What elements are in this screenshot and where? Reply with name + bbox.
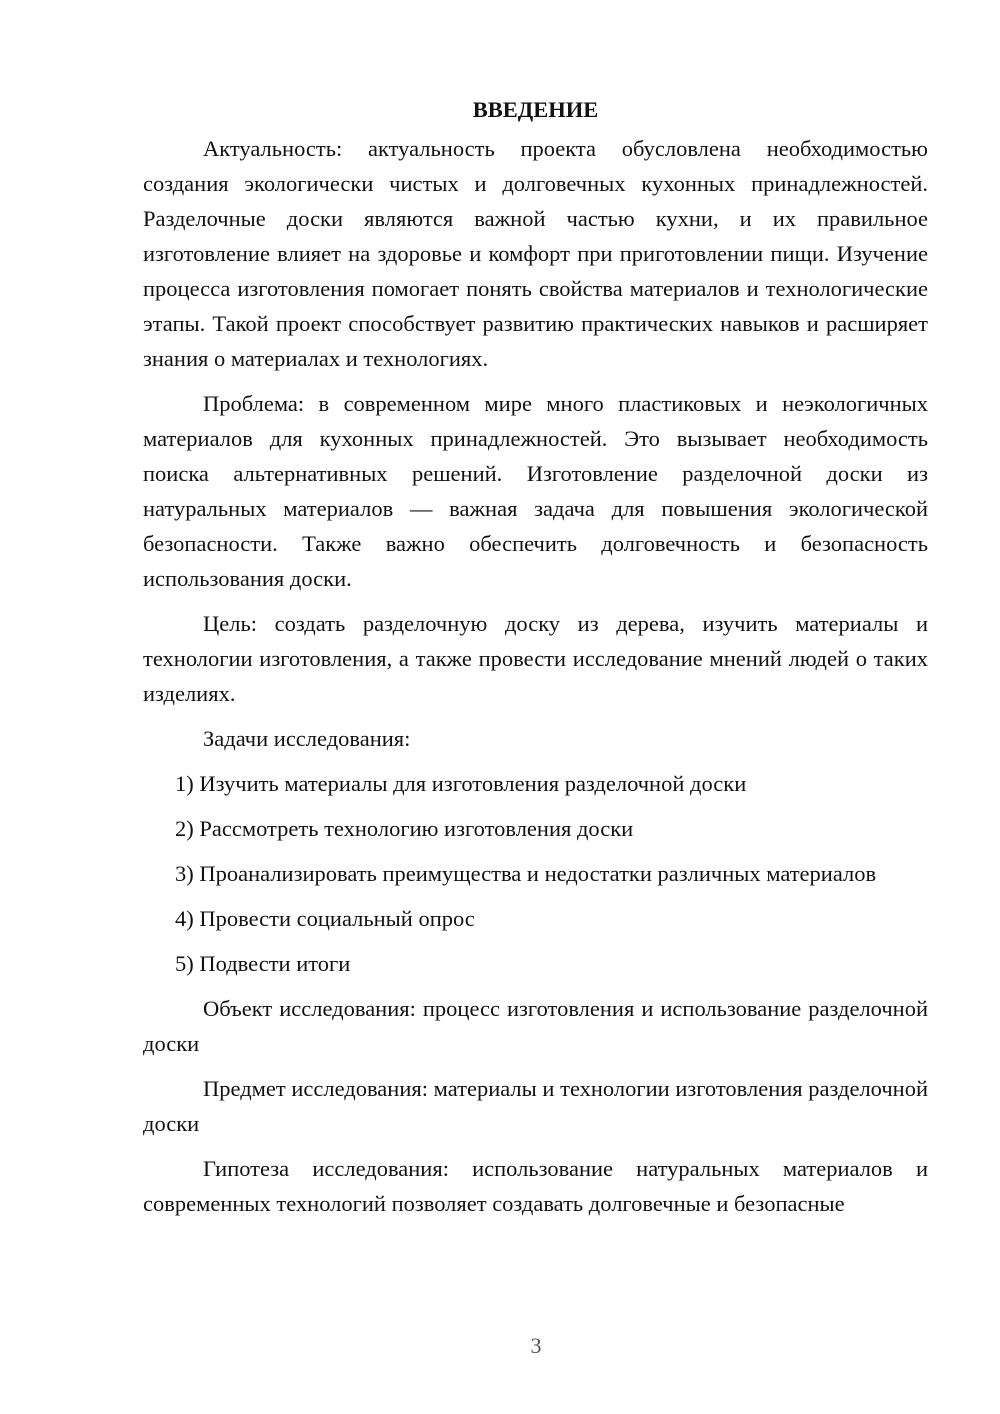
paragraph-object: Объект исследования: процесс изготовления и использование разделочной доски: [143, 996, 928, 1056]
list-item: 1) Изучить материалы для изготовления разделочной доски: [175, 771, 747, 796]
page-title: ВВЕДЕНИЕ: [472, 97, 599, 122]
paragraph-goal: Цель: создать разделочную доску из дерева, изучить материалы и технологии изготовления, а также провести исследование мнений людей о таких изделиях.: [143, 611, 928, 706]
list-item: 4) Провести социальный опрос: [175, 906, 475, 931]
list-item: 2) Рассмотреть технологию изготовления доски: [175, 816, 634, 841]
page-content: [143, 92, 928, 1231]
paragraph-hypothesis: Гипотеза исследования: использование натуральных материалов и современных технологий позволяет создавать долговечные и безопасные: [143, 1156, 928, 1216]
list-item: 5) Подвести итоги: [175, 951, 351, 976]
tasks-list: [143, 766, 928, 981]
page-number: 3: [530, 1333, 542, 1358]
paragraph-subject: Предмет исследования: материалы и технологии изготовления разделочной доски: [143, 1076, 928, 1136]
paragraph-relevance: Актуальность: актуальность проекта обусловлена необходимостью создания экологически чистых и долговечных кухонных принадлежностей. Разделочные доски являются важной частью кухни, и их правильное изготовление влияет на здоровье и комфорт при приготовлении пищи. Изучение процесса изготовления помогает понять свойства материалов и технологические этапы. Такой проект способствует развитию практических навыков и расширяет знания о материалах и технологиях.: [143, 136, 928, 371]
tasks-heading: Задачи исследования:: [203, 726, 411, 751]
paragraph-problem: Проблема: в современном мире много пластиковых и неэкологичных материалов для кухонных принадлежностей. Это вызывает необходимость поиска альтернативных решений. Изготовление разделочной доски из натуральных материалов — важная задача для повышения экологической безопасности. Также важно обеспечить долговечность и безопасность использования доски.: [143, 391, 928, 591]
list-item: 3) Проанализировать преимущества и недостатки различных материалов: [175, 861, 877, 886]
